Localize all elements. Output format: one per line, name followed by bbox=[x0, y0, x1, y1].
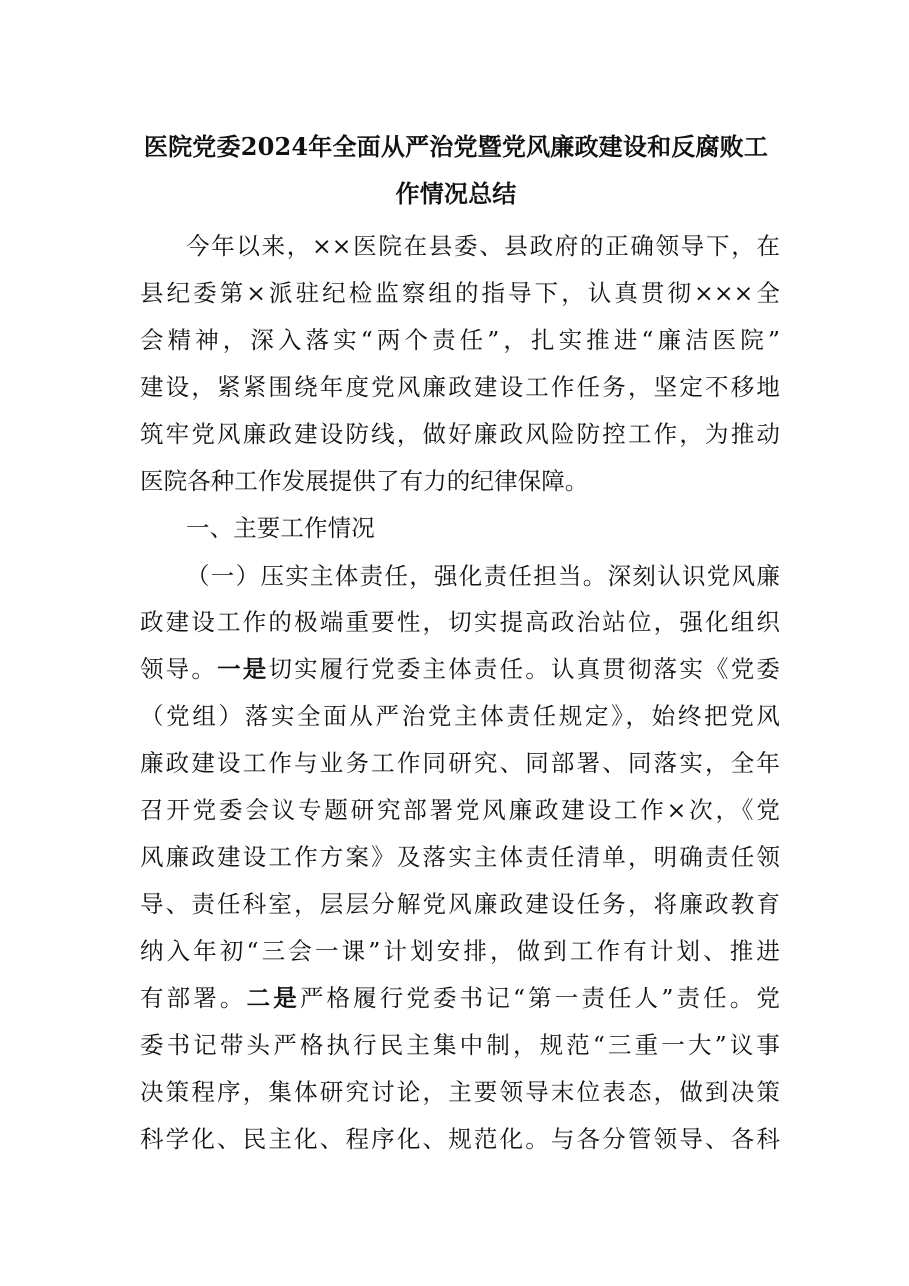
section-heading-1: 一、主要工作情况 bbox=[186, 514, 375, 542]
paragraph-2-line-1: （一）压实主体责任，强化责任担当。深刻认识党风廉 bbox=[186, 562, 780, 590]
paragraph-2-line-5: 廉政建设工作与业务工作同研究、同部署、同落实，全年 bbox=[140, 749, 780, 777]
paragraph-2-line-6: 召开党委会议专题研究部署党风廉政建设工作×次，《党 bbox=[140, 796, 780, 824]
paragraph-2-line-9: 纳入年初“三会一课”计划安排，做到工作有计划、推进 bbox=[140, 937, 780, 965]
paragraph-2-line-11: 委书记带头严格执行民主集中制，规范“三重一大”议事 bbox=[140, 1031, 780, 1059]
paragraph-2-line-10-suffix: 严格履行党委书记“第一责任人”责任。党 bbox=[299, 984, 780, 1012]
paragraph-1-line-2: 县纪委第×派驻纪检监察组的指导下，认真贯彻×××全 bbox=[140, 279, 780, 307]
paragraph-2-line-10-bold: 二是 bbox=[246, 984, 300, 1012]
paragraph-2-line-7: 风廉政建设工作方案》及落实主体责任清单，明确责任领 bbox=[140, 843, 780, 871]
document-title-line-1: 医院党委2024年全面从严治党暨党风廉政建设和反腐败工 bbox=[143, 132, 769, 161]
paragraph-1-line-4: 建设，紧紧围绕年度党风廉政建设工作任务，坚定不移地 bbox=[140, 373, 780, 401]
paragraph-2-line-3-bold: 一是 bbox=[217, 655, 269, 683]
paragraph-2-line-8: 导、责任科室，层层分解党风廉政建设任务，将廉政教育 bbox=[140, 890, 780, 918]
paragraph-2-line-10-prefix: 有部署。 bbox=[140, 984, 247, 1012]
paragraph-2-line-10 bbox=[140, 982, 780, 1014]
document-title-line-2: 作情况总结 bbox=[395, 179, 517, 208]
paragraph-1-line-6: 医院各种工作发展提供了有力的纪律保障。 bbox=[140, 467, 589, 495]
paragraph-2-line-3-suffix: 切实履行党委主体责任。认真贯彻落实《党委 bbox=[268, 655, 781, 683]
paragraph-2-line-12: 决策程序，集体研究讨论，主要领导末位表态，做到决策 bbox=[140, 1078, 780, 1106]
paragraph-2-line-3 bbox=[140, 653, 780, 685]
paragraph-2-line-3-prefix: 领导。 bbox=[140, 655, 218, 683]
paragraph-2-line-4: （党组）落实全面从严治党主体责任规定》，始终把党风 bbox=[140, 702, 780, 730]
paragraph-1-line-1: 今年以来，××医院在县委、县政府的正确领导下，在 bbox=[186, 232, 780, 260]
paragraph-1-line-5: 筑牢党风廉政建设防线，做好廉政风险防控工作，为推动 bbox=[140, 420, 780, 448]
paragraph-2-line-13: 科学化、民主化、程序化、规范化。与各分管领导、各科 bbox=[140, 1125, 780, 1153]
paragraph-2-line-2: 政建设工作的极端重要性，切实提高政治站位，强化组织 bbox=[140, 608, 780, 636]
paragraph-1-line-3: 会精神，深入落实“两个责任”，扎实推进“廉洁医院” bbox=[140, 326, 780, 354]
